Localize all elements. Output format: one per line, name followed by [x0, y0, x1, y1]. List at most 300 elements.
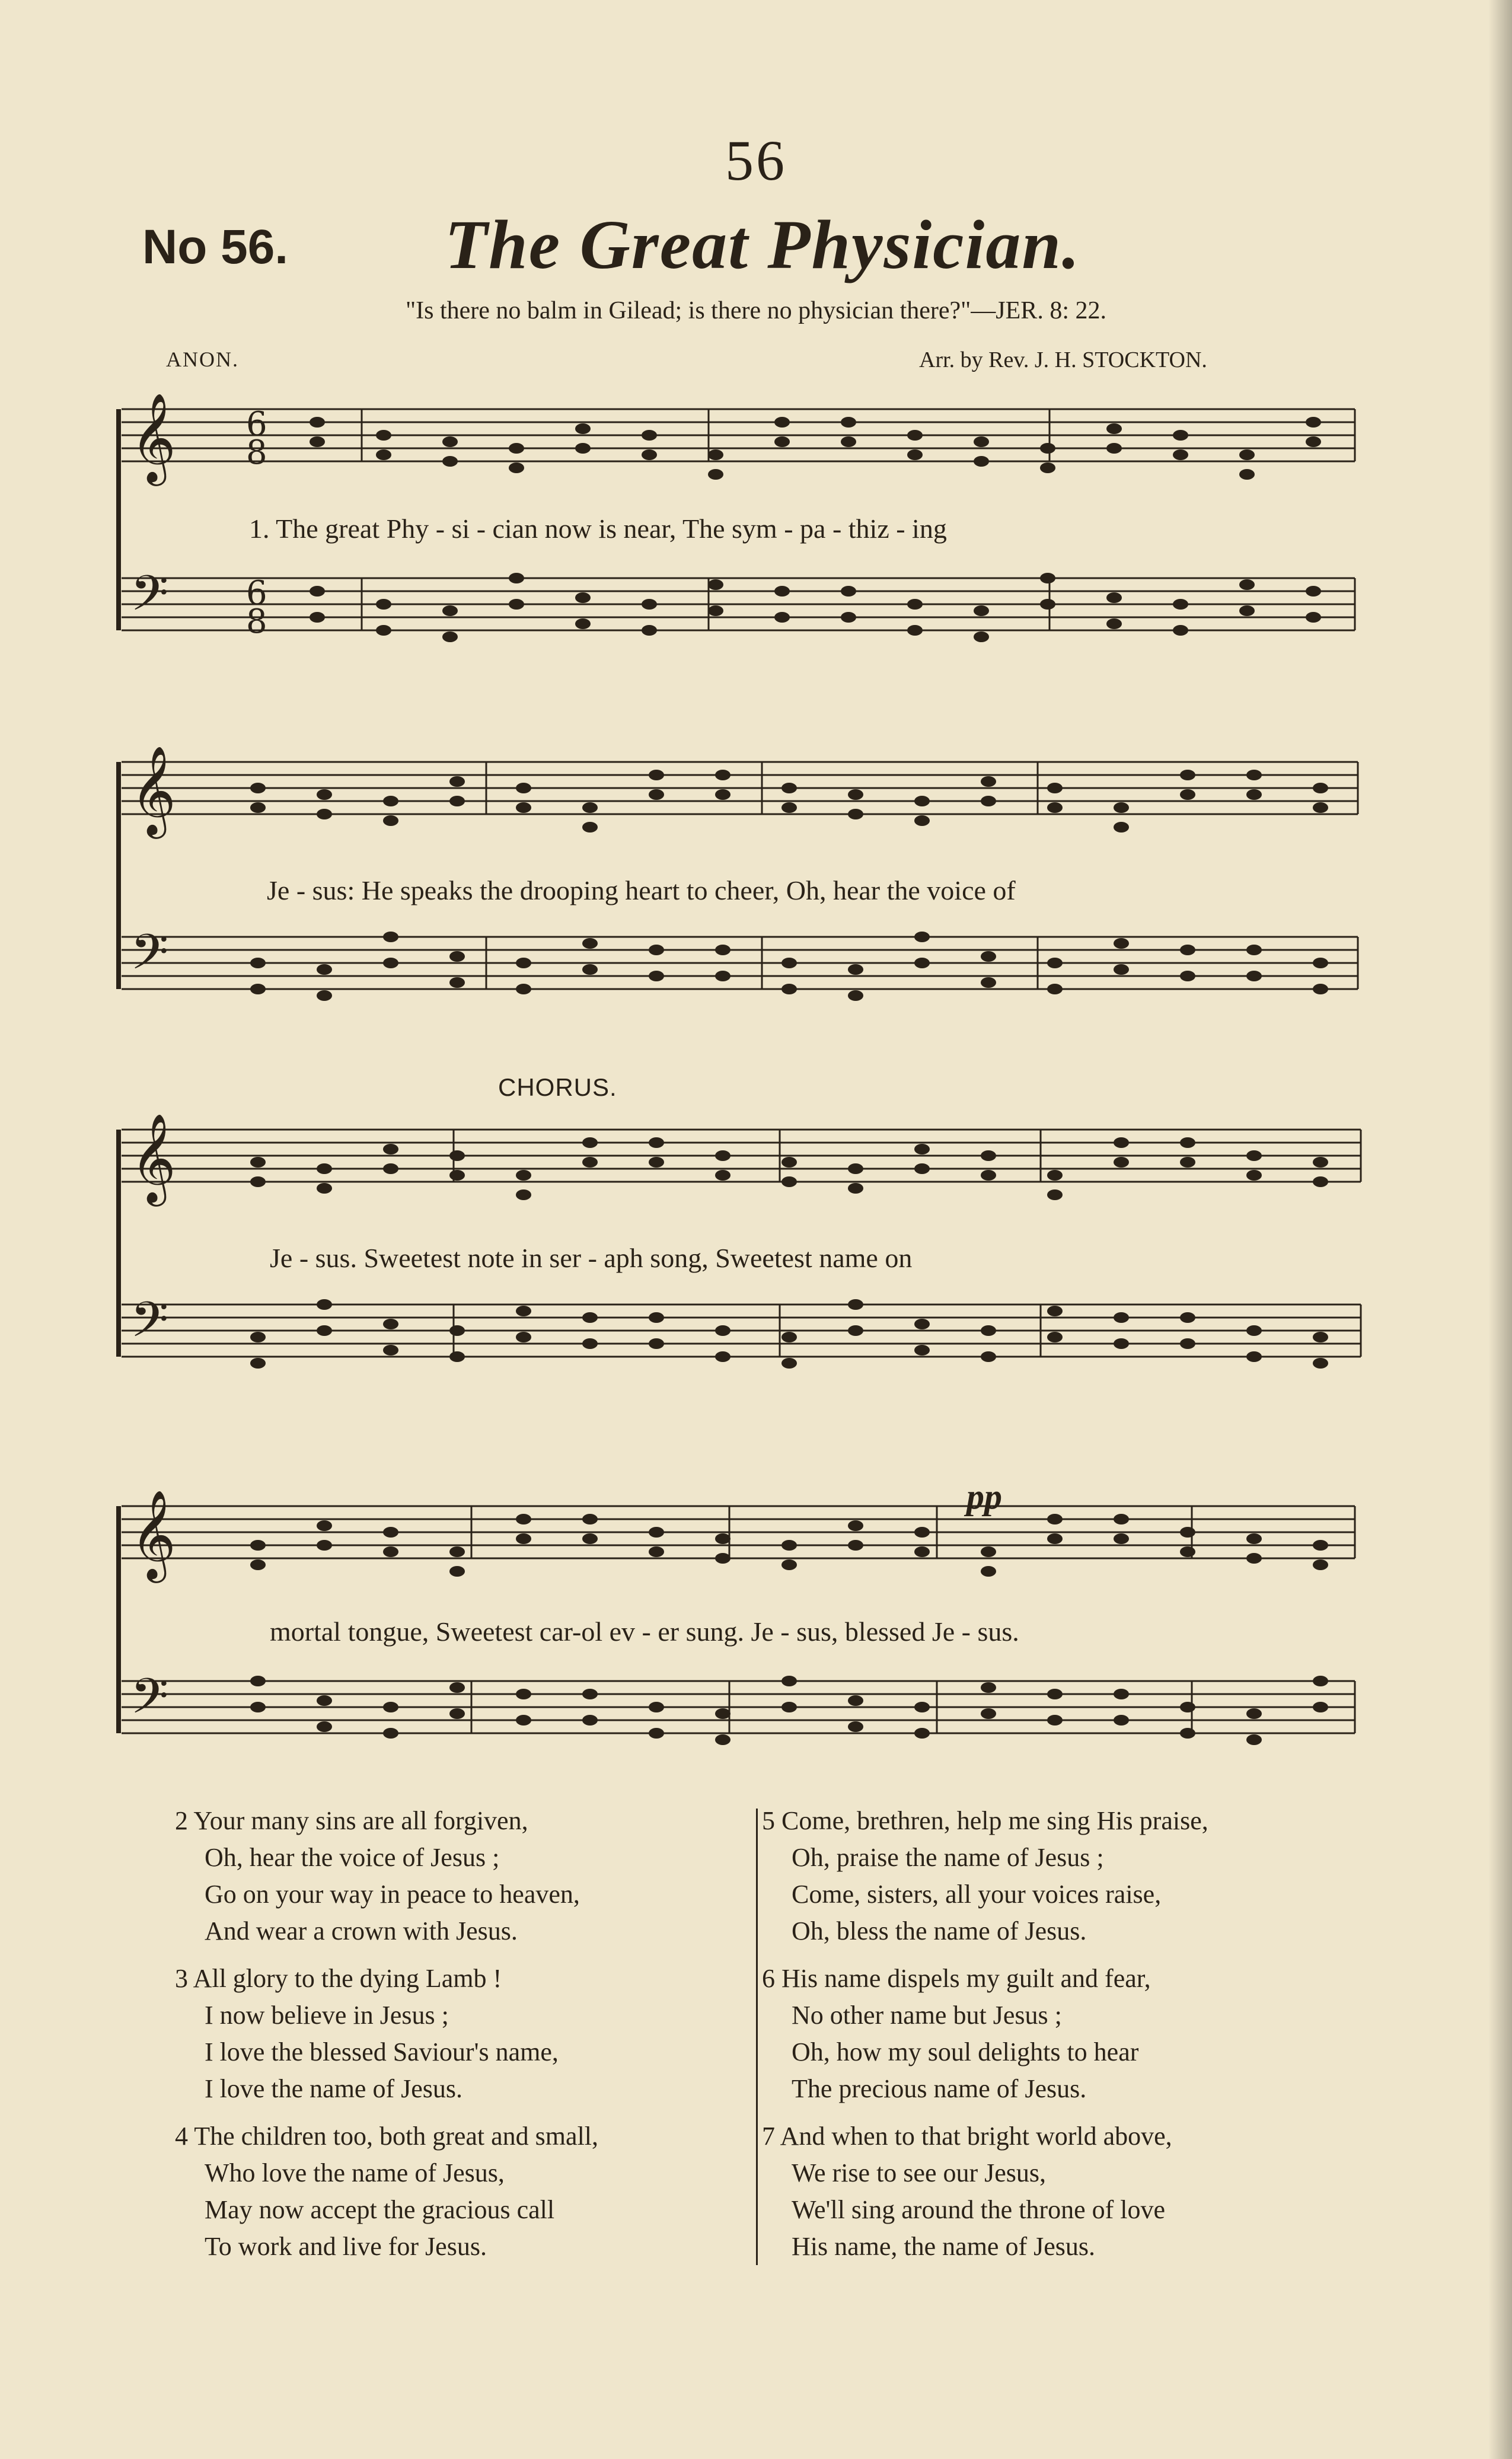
- verse-line: Go on your way in peace to heaven,: [205, 1880, 580, 1909]
- note-head: [509, 443, 524, 454]
- note-head: [250, 1702, 266, 1712]
- page-number: 56: [725, 129, 787, 192]
- note-head: [914, 1546, 930, 1557]
- note-head: [516, 958, 531, 968]
- note-head: [642, 625, 657, 636]
- note-head: [582, 964, 598, 975]
- note-head: [781, 1176, 797, 1187]
- note-head: [1047, 1306, 1063, 1316]
- note-head: [715, 1150, 731, 1161]
- note-head: [376, 430, 391, 441]
- note-head: [1313, 1559, 1328, 1570]
- note-head: [981, 776, 996, 787]
- note-head: [1114, 938, 1129, 949]
- note-head: [1106, 423, 1122, 434]
- note-head: [449, 776, 465, 787]
- note-head: [1313, 1702, 1328, 1712]
- note-head: [649, 1546, 664, 1557]
- note-head: [250, 984, 266, 994]
- note-head: [981, 1325, 996, 1336]
- note-head: [310, 586, 325, 597]
- note-head: [1106, 592, 1122, 603]
- lyrics-system-4: mortal tongue, Sweetest car-ol ev - er sung. Je - sus, blessed Je - sus.: [270, 1616, 1019, 1647]
- note-head: [575, 618, 591, 629]
- note-head: [907, 430, 923, 441]
- note-head: [1114, 964, 1129, 975]
- note-head: [317, 964, 332, 975]
- note-head: [582, 1338, 598, 1349]
- note-head: [1313, 958, 1328, 968]
- verse-6: [762, 1960, 1208, 2107]
- verses-right-column: [762, 1803, 1208, 2276]
- verse-4: [175, 2118, 598, 2265]
- note-head: [848, 1520, 863, 1531]
- note-head: [582, 1137, 598, 1148]
- note-head: [715, 1325, 731, 1336]
- note-head: [1306, 436, 1321, 447]
- note-head: [516, 802, 531, 813]
- note-head: [649, 1157, 664, 1168]
- note-head: [582, 802, 598, 813]
- note-head: [1114, 822, 1129, 833]
- verse-2: [175, 1803, 598, 1950]
- note-head: [774, 586, 790, 597]
- verses-left-column: [175, 1803, 598, 2276]
- note-head: [1180, 1157, 1195, 1168]
- bass-clef-icon: 𝄢: [130, 923, 169, 993]
- note-head: [642, 430, 657, 441]
- lyrics-system-1: 1. The great Phy - si - cian now is near, The sym - pa - thiz - ing: [249, 514, 947, 544]
- note-head: [449, 796, 465, 806]
- note-head: [649, 971, 664, 981]
- note-head: [914, 1144, 930, 1154]
- note-head: [1114, 1312, 1129, 1323]
- note-head: [774, 436, 790, 447]
- verse-line: Oh, bless the name of Jesus.: [792, 1916, 1087, 1945]
- verse-line: His name, the name of Jesus.: [792, 2232, 1095, 2261]
- note-head: [1239, 579, 1255, 590]
- note-head: [649, 1312, 664, 1323]
- note-head: [1313, 1332, 1328, 1342]
- treble-clef-icon: 𝄞: [130, 392, 176, 482]
- note-head: [1246, 945, 1262, 955]
- note-head: [907, 625, 923, 636]
- note-head: [907, 599, 923, 610]
- lyrics-system-2: Je - sus: He speaks the drooping heart to cheer, Oh, hear the voice of: [267, 875, 1016, 905]
- note-head: [1047, 783, 1063, 793]
- note-head: [715, 1553, 731, 1564]
- verse-line: Oh, praise the name of Jesus ;: [792, 1843, 1104, 1872]
- verse-line: May now accept the gracious call: [205, 2195, 555, 2224]
- note-head: [1246, 1325, 1262, 1336]
- note-head: [781, 1332, 797, 1342]
- note-head: [509, 463, 524, 473]
- note-head: [317, 990, 332, 1001]
- note-head: [442, 605, 458, 616]
- note-head: [1180, 1312, 1195, 1323]
- note-head: [1173, 430, 1188, 441]
- note-head: [774, 417, 790, 428]
- chorus-label: CHORUS.: [498, 1073, 617, 1101]
- note-head: [848, 990, 863, 1001]
- note-head: [317, 1163, 332, 1174]
- note-head: [981, 951, 996, 962]
- note-head: [649, 1338, 664, 1349]
- note-head: [708, 579, 723, 590]
- note-head: [1239, 605, 1255, 616]
- note-head: [781, 958, 797, 968]
- note-head: [649, 1137, 664, 1148]
- note-head: [310, 612, 325, 623]
- note-head: [317, 1721, 332, 1732]
- note-head: [914, 1319, 930, 1329]
- note-head: [516, 1170, 531, 1181]
- treble-clef-icon: 𝄞: [130, 1112, 176, 1203]
- note-head: [1040, 443, 1055, 454]
- note-head: [582, 822, 598, 833]
- note-head: [974, 436, 989, 447]
- note-head: [1313, 802, 1328, 813]
- note-head: [1114, 1137, 1129, 1148]
- note-head: [1114, 1514, 1129, 1524]
- note-head: [1047, 1189, 1063, 1200]
- note-head: [1106, 443, 1122, 454]
- verse-line: I love the blessed Saviour's name,: [205, 2037, 559, 2066]
- epigraph: "Is there no balm in Gilead; is there no physician there?"—JER. 8: 22.: [405, 297, 1106, 324]
- note-head: [981, 1150, 996, 1161]
- note-head: [1173, 625, 1188, 636]
- note-head: [1173, 449, 1188, 460]
- note-head: [1246, 1170, 1262, 1181]
- note-head: [848, 1183, 863, 1194]
- note-head: [1313, 1176, 1328, 1187]
- time-signature-top: 6: [246, 405, 267, 444]
- note-head: [383, 1728, 398, 1739]
- note-head: [774, 612, 790, 623]
- note-head: [649, 770, 664, 780]
- note-head: [1114, 1689, 1129, 1699]
- bass-clef-icon: 𝄢: [130, 1667, 169, 1737]
- note-head: [914, 1527, 930, 1538]
- note-head: [383, 958, 398, 968]
- note-head: [582, 1533, 598, 1544]
- note-head: [1180, 770, 1195, 780]
- note-head: [383, 1319, 398, 1329]
- verse-line: No other name but Jesus ;: [792, 2001, 1062, 2030]
- note-head: [449, 1566, 465, 1577]
- note-head: [715, 1351, 731, 1362]
- note-head: [449, 1708, 465, 1719]
- note-head: [1313, 1358, 1328, 1369]
- note-head: [715, 770, 731, 780]
- note-head: [317, 1299, 332, 1310]
- note-head: [781, 1358, 797, 1369]
- note-head: [914, 815, 930, 826]
- note-head: [781, 1540, 797, 1551]
- note-head: [907, 449, 923, 460]
- note-head: [509, 573, 524, 583]
- bar-lines: [119, 409, 1361, 1733]
- note-head: [914, 1702, 930, 1712]
- note-head: [449, 1150, 465, 1161]
- note-head: [516, 783, 531, 793]
- note-head: [383, 932, 398, 942]
- note-head: [841, 612, 856, 623]
- note-head: [250, 1176, 266, 1187]
- note-head: [250, 1540, 266, 1551]
- verse-line: I now believe in Jesus ;: [205, 2001, 449, 2030]
- note-head: [582, 1514, 598, 1524]
- note-head: [1040, 573, 1055, 583]
- dynamic-marking: pp: [966, 1477, 1002, 1516]
- note-head: [1047, 1533, 1063, 1544]
- note-head: [715, 1170, 731, 1181]
- verse-line: 5 Come, brethren, help me sing His praise,: [762, 1806, 1208, 1835]
- note-head: [575, 423, 591, 434]
- note-head: [914, 1163, 930, 1174]
- note-head: [383, 1163, 398, 1174]
- note-head: [1246, 1553, 1262, 1564]
- note-head: [981, 1708, 996, 1719]
- verse-line: I love the name of Jesus.: [205, 2074, 462, 2103]
- note-head: [1040, 599, 1055, 610]
- note-head: [575, 592, 591, 603]
- note-head: [848, 1163, 863, 1174]
- note-head: [981, 1170, 996, 1181]
- note-head: [981, 977, 996, 988]
- note-head: [1047, 984, 1063, 994]
- note-head: [848, 964, 863, 975]
- note-head: [250, 783, 266, 793]
- note-head: [649, 1728, 664, 1739]
- note-head: [449, 1682, 465, 1693]
- note-head: [250, 1332, 266, 1342]
- note-head: [841, 436, 856, 447]
- note-head: [1246, 1708, 1262, 1719]
- note-head: [1180, 1728, 1195, 1739]
- note-head: [376, 449, 391, 460]
- note-head: [1313, 1676, 1328, 1686]
- verse-line: To work and live for Jesus.: [205, 2232, 487, 2261]
- note-head: [516, 984, 531, 994]
- note-head: [715, 971, 731, 981]
- note-head: [1106, 618, 1122, 629]
- note-head: [310, 417, 325, 428]
- note-head: [1246, 1533, 1262, 1544]
- note-head: [1114, 802, 1129, 813]
- note-head: [1047, 1332, 1063, 1342]
- note-head: [449, 977, 465, 988]
- note-head: [383, 815, 398, 826]
- note-head: [516, 1189, 531, 1200]
- note-head: [582, 1157, 598, 1168]
- verse-line: 6 His name dispels my guilt and fear,: [762, 1964, 1151, 1993]
- note-head: [781, 1157, 797, 1168]
- note-head: [848, 1325, 863, 1336]
- note-head: [914, 1345, 930, 1356]
- note-head: [981, 1566, 996, 1577]
- note-head: [575, 443, 591, 454]
- note-head: [1239, 449, 1255, 460]
- note-head: [516, 1715, 531, 1726]
- note-head: [582, 1689, 598, 1699]
- note-head: [848, 809, 863, 819]
- note-head: [449, 951, 465, 962]
- note-head: [1173, 599, 1188, 610]
- note-head: [442, 436, 458, 447]
- note-head: [715, 945, 731, 955]
- note-head: [841, 586, 856, 597]
- note-head: [449, 1351, 465, 1362]
- note-head: [376, 599, 391, 610]
- note-head: [383, 1702, 398, 1712]
- verse-line: And wear a crown with Jesus.: [205, 1916, 518, 1945]
- bass-clef-icon: 𝄢: [130, 564, 169, 634]
- note-head: [250, 1676, 266, 1686]
- note-head: [1306, 586, 1321, 597]
- note-head: [1114, 1338, 1129, 1349]
- note-head: [449, 1325, 465, 1336]
- note-head: [582, 1312, 598, 1323]
- note-head: [1180, 1527, 1195, 1538]
- note-head: [1047, 1715, 1063, 1726]
- note-head: [848, 1695, 863, 1706]
- note-head: [317, 789, 332, 800]
- note-head: [1246, 1351, 1262, 1362]
- note-head: [1246, 789, 1262, 800]
- verse-line: 7 And when to that bright world above,: [762, 2122, 1172, 2151]
- note-head: [310, 436, 325, 447]
- note-head: [250, 1559, 266, 1570]
- note-head: [1047, 802, 1063, 813]
- note-head: [848, 1721, 863, 1732]
- note-head: [781, 1676, 797, 1686]
- note-head: [317, 1695, 332, 1706]
- note-head: [1180, 971, 1195, 981]
- note-head: [509, 599, 524, 610]
- note-head: [1246, 971, 1262, 981]
- bass-clef-icon: 𝄢: [130, 1291, 169, 1360]
- note-head: [974, 605, 989, 616]
- note-head: [1047, 1689, 1063, 1699]
- note-head: [914, 932, 930, 942]
- note-head: [642, 599, 657, 610]
- note-head: [1313, 1540, 1328, 1551]
- note-head: [974, 456, 989, 467]
- note-head: [582, 1715, 598, 1726]
- note-head: [383, 1546, 398, 1557]
- note-head: [715, 1734, 731, 1745]
- column-divider: [756, 1809, 758, 2265]
- note-head: [317, 1325, 332, 1336]
- note-head: [981, 1682, 996, 1693]
- note-head: [317, 1540, 332, 1551]
- note-head: [250, 1358, 266, 1369]
- note-head: [516, 1306, 531, 1316]
- note-head: [1047, 1170, 1063, 1181]
- lyrics-system-3: Je - sus. Sweetest note in ser - aph song, Sweetest name on: [270, 1243, 913, 1273]
- note-head: [649, 789, 664, 800]
- note-head: [1114, 1533, 1129, 1544]
- note-head: [649, 1702, 664, 1712]
- note-head: [516, 1533, 531, 1544]
- treble-clef-icon: 𝄞: [130, 745, 176, 835]
- verse-line: Who love the name of Jesus,: [205, 2158, 505, 2187]
- note-head: [848, 1540, 863, 1551]
- note-head: [442, 456, 458, 467]
- note-head: [848, 789, 863, 800]
- note-head: [1306, 417, 1321, 428]
- verse-line: 2 Your many sins are all forgiven,: [175, 1806, 528, 1835]
- verse-line: 3 All glory to the dying Lamb !: [175, 1964, 502, 1993]
- time-signature-bottom: 8: [246, 433, 267, 472]
- verse-line: 4 The children too, both great and small,: [175, 2122, 599, 2151]
- note-head: [250, 802, 266, 813]
- note-head: [1180, 1702, 1195, 1712]
- note-head: [1313, 984, 1328, 994]
- note-head: [642, 449, 657, 460]
- note-head: [449, 1170, 465, 1181]
- note-head: [1306, 612, 1321, 623]
- note-head: [781, 783, 797, 793]
- author-credit: ANON.: [166, 347, 239, 371]
- note-head: [781, 1702, 797, 1712]
- note-head: [914, 796, 930, 806]
- note-head: [1246, 1150, 1262, 1161]
- arranger-credit: Arr. by Rev. J. H. STOCKTON.: [919, 347, 1207, 372]
- note-head: [981, 796, 996, 806]
- note-head: [1047, 1514, 1063, 1524]
- note-head: [1313, 783, 1328, 793]
- verse-line: The precious name of Jesus.: [792, 2074, 1087, 2103]
- verse-line: We rise to see our Jesus,: [792, 2158, 1047, 2187]
- note-head: [1180, 789, 1195, 800]
- note-head: [383, 1345, 398, 1356]
- clef-symbols: [130, 392, 176, 1737]
- note-head: [442, 632, 458, 642]
- verse-5: [762, 1803, 1208, 1950]
- note-head: [708, 469, 723, 480]
- verse-line: Oh, how my soul delights to hear: [792, 2037, 1139, 2066]
- note-head: [715, 789, 731, 800]
- note-head: [781, 984, 797, 994]
- hymn-number: No 56.: [142, 220, 289, 274]
- note-head: [1047, 958, 1063, 968]
- note-head: [781, 802, 797, 813]
- note-head: [317, 809, 332, 819]
- note-head: [649, 945, 664, 955]
- note-head: [317, 1520, 332, 1531]
- note-head: [449, 1546, 465, 1557]
- treble-clef-icon: 𝄞: [130, 1489, 176, 1579]
- verse-7: [762, 2118, 1208, 2265]
- note-head: [715, 1533, 731, 1544]
- note-head: [383, 796, 398, 806]
- note-head: [1040, 463, 1055, 473]
- note-head: [715, 1708, 731, 1719]
- note-head: [981, 1351, 996, 1362]
- verse-line: We'll sing around the throne of love: [792, 2195, 1166, 2224]
- note-head: [848, 1299, 863, 1310]
- verse-line: Oh, hear the voice of Jesus ;: [205, 1843, 500, 1872]
- note-head: [383, 1144, 398, 1154]
- verse-line: Come, sisters, all your voices raise,: [792, 1880, 1162, 1909]
- note-head: [250, 958, 266, 968]
- note-head: [649, 1527, 664, 1538]
- note-head: [914, 1728, 930, 1739]
- verse-3: [175, 1960, 598, 2107]
- note-head: [708, 605, 723, 616]
